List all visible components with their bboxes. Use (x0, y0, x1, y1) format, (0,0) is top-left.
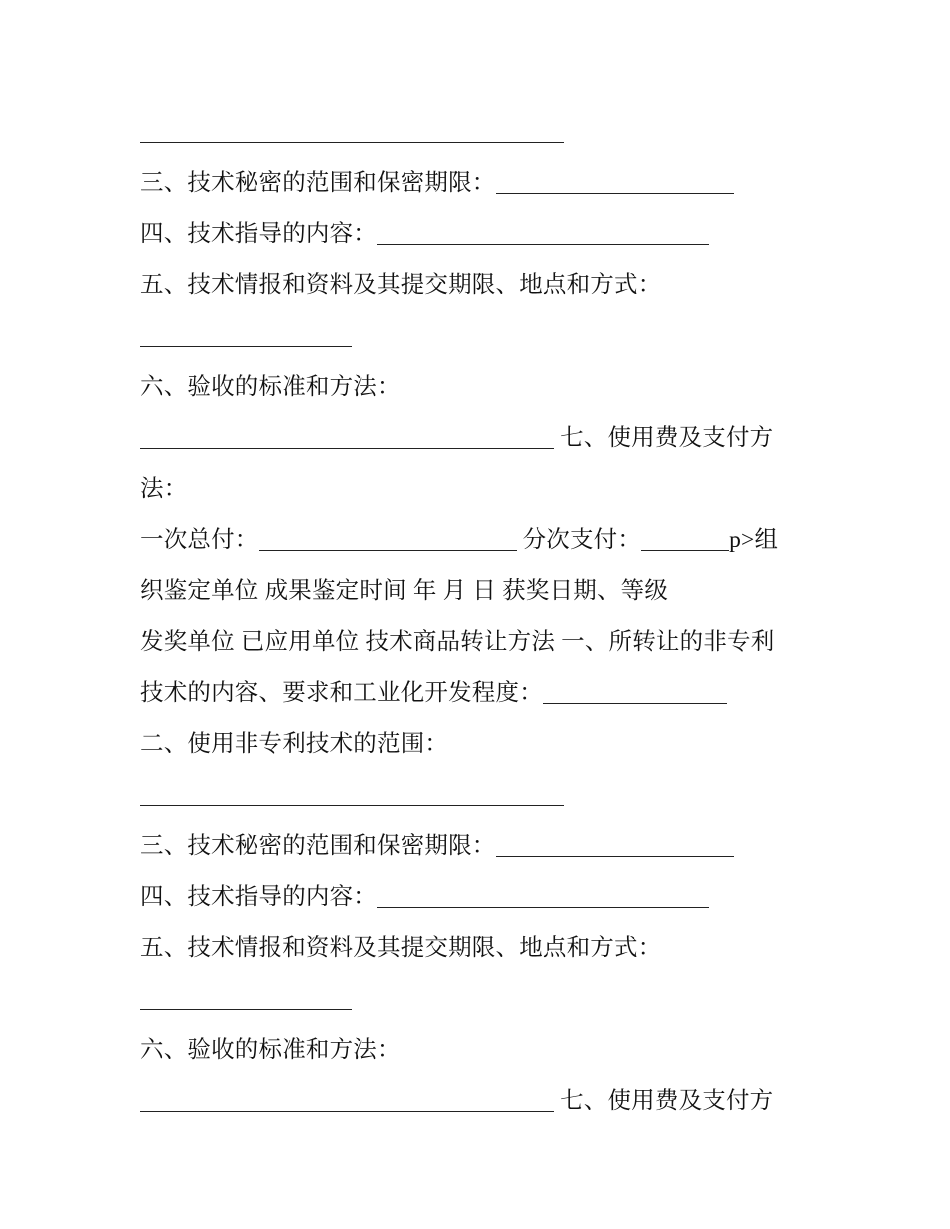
fill-in-blank[interactable] (140, 118, 564, 143)
line-text-after: 七、使用费及支付方 (554, 425, 774, 451)
line-text: 三、技术秘密的范围和保密期限： (140, 833, 496, 859)
document-line (140, 362, 820, 413)
fill-in-blank[interactable] (496, 832, 734, 857)
fill-in-blank[interactable] (140, 1087, 554, 1112)
document-line (140, 668, 820, 719)
document-line (140, 617, 820, 668)
line-text: 二、使用非专利技术的范围： (140, 731, 449, 757)
document-line (140, 1025, 820, 1076)
document-line (140, 566, 820, 617)
fill-in-blank[interactable] (140, 322, 352, 347)
fill-in-blank[interactable] (377, 883, 709, 908)
line-text: 五、技术情报和资料及其提交期限、地点和方式： (140, 935, 662, 961)
document-line (140, 413, 820, 464)
document-line (140, 974, 820, 1025)
document-line (140, 158, 820, 209)
document-line (140, 719, 820, 770)
line-text: 四、技术指导的内容： (140, 221, 377, 247)
line-text: 三、技术秘密的范围和保密期限： (140, 170, 496, 196)
line-text: 法： (140, 476, 188, 502)
fill-in-blank[interactable] (377, 220, 709, 245)
document-line (140, 821, 820, 872)
line-text: 织鉴定单位 成果鉴定时间 年 月 日 获奖日期、等级 (140, 578, 669, 604)
line-text-after: p>组 (729, 527, 779, 553)
fill-in-blank[interactable] (259, 526, 517, 551)
line-text: 发奖单位 已应用单位 技术商品转让方法 一、所转让的非专利 (140, 629, 775, 655)
fill-in-blank[interactable] (140, 985, 352, 1010)
document-line (140, 872, 820, 923)
fill-in-blank[interactable] (140, 424, 554, 449)
line-text: 技术的内容、要求和工业化开发程度： (140, 680, 543, 706)
line-text-after: 分次支付： (516, 527, 642, 553)
line-text: 五、技术情报和资料及其提交期限、地点和方式： (140, 272, 662, 298)
document-line (140, 107, 820, 158)
document-line (140, 1076, 820, 1127)
document-line (140, 311, 820, 362)
document-line (140, 260, 820, 311)
document-line (140, 923, 820, 974)
line-text: 一次总付： (140, 527, 259, 553)
fill-in-blank[interactable] (140, 781, 564, 806)
document-line (140, 464, 820, 515)
fill-in-blank[interactable] (543, 679, 727, 704)
document-line (140, 515, 820, 566)
document-line (140, 770, 820, 821)
line-text: 四、技术指导的内容： (140, 884, 377, 910)
document-line (140, 209, 820, 260)
document-page (140, 107, 820, 1127)
fill-in-blank[interactable] (641, 526, 729, 551)
fill-in-blank[interactable] (496, 169, 734, 194)
line-text: 六、验收的标准和方法： (140, 1037, 401, 1063)
line-text-after: 七、使用费及支付方 (554, 1088, 774, 1114)
line-text: 六、验收的标准和方法： (140, 374, 401, 400)
